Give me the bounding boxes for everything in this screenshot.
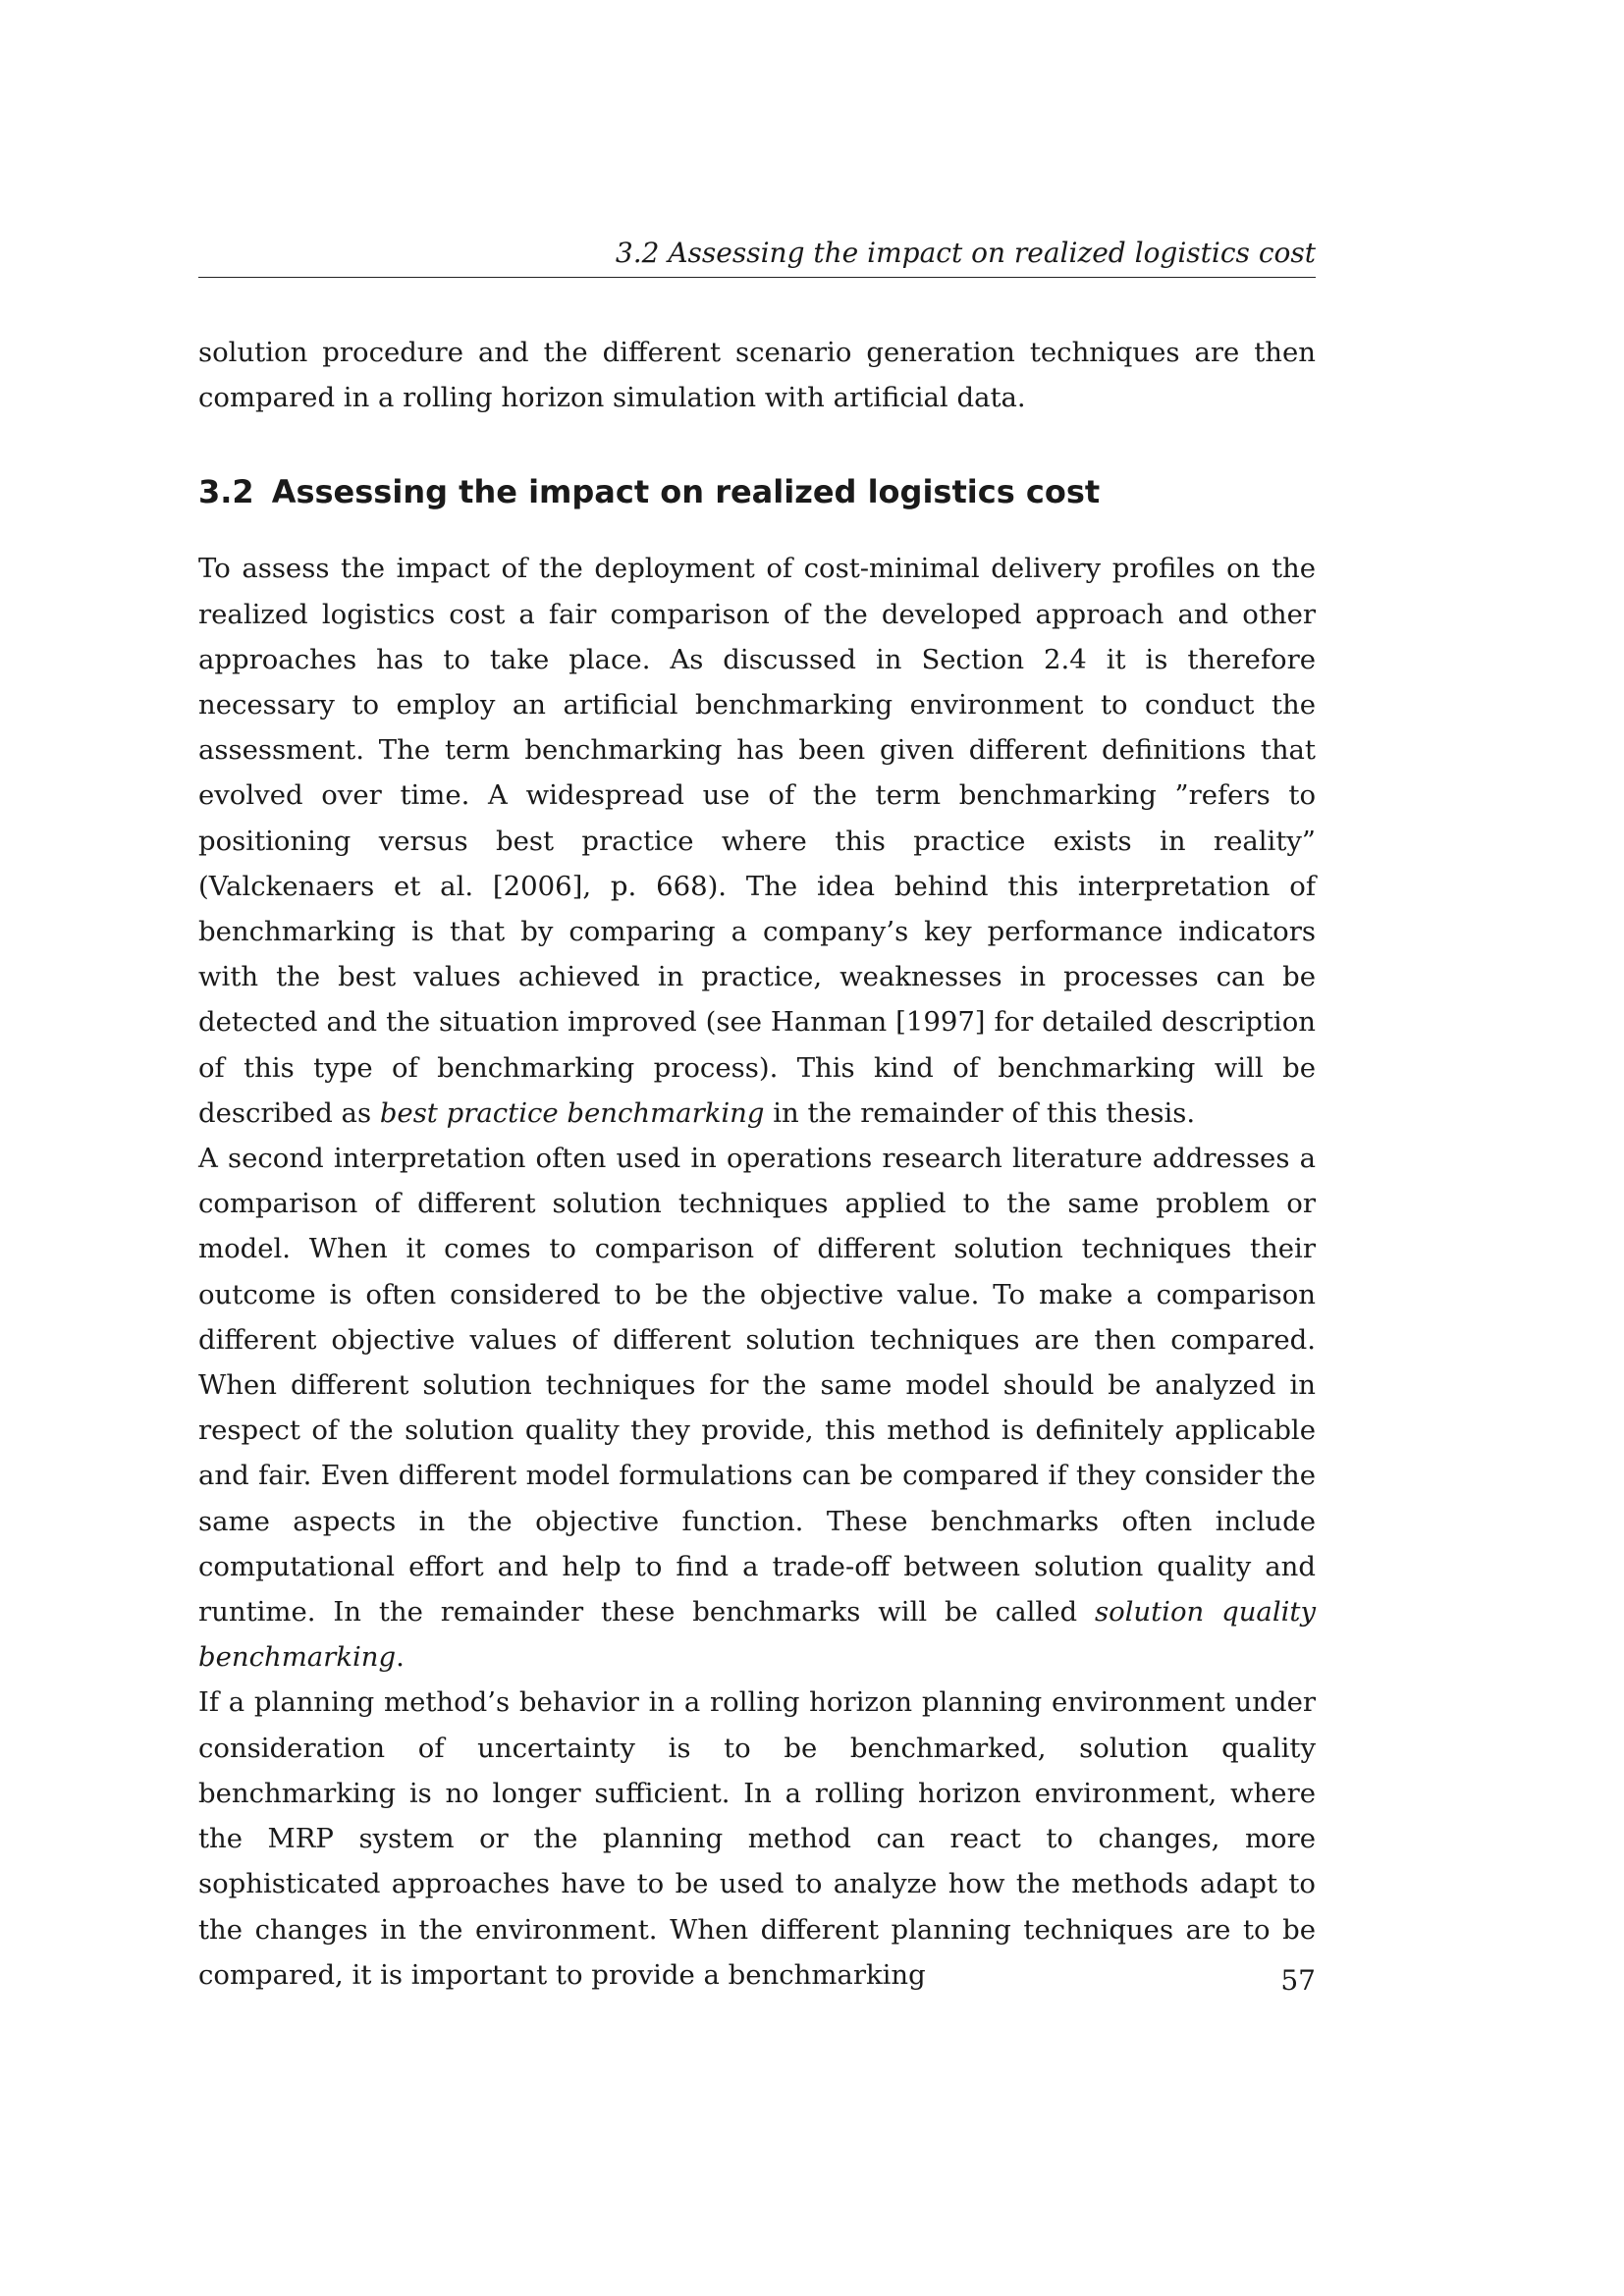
paragraph-benchmarking-definitions (198, 546, 1316, 1136)
page-number: 57 (1280, 1964, 1316, 1997)
section-title: Assessing the impact on realized logistics cost (271, 473, 1101, 511)
emphasis-solution-quality-benchmarking: solution quality benchmarking (198, 1596, 1316, 1674)
paragraph-rolling-horizon: If a planning method’s behavior in a rolling horizon planning environment under consideration of uncertainty is to be benchmarked, solution quality benchmarking is no longer sufficient. In a rolling horizon environment, where the MRP system or the planning method can react to changes, more sophisticated approaches have to be used to analyze how the methods adapt to the changes in the environment. When different planning techniques are to be compared, it is important to provide a benchmarking (198, 1686, 1316, 1991)
paragraph-text: A second interpretation often used in operations research literature addresses a comparison of different solution techniques applied to the same problem or model. When it comes to comparison of different solution techniques their outcome is often considered to be the objective value. To make a comparison different objective values of different solution techniques are then compared. When different solution techniques for the same model should be analyzed in respect of the solution quality they provide, this method is definitely applicable and fair. Even different model formulations can be compared if they consider the same aspects in the objective function. These benchmarks often include computational effort and help to find a trade-off between solution quality and runtime. In the remainder these benchmarks will be called (198, 1143, 1316, 1629)
running-header: 3.2 Assessing the impact on realized logistics cost (615, 237, 1316, 269)
section-heading (198, 469, 1316, 514)
paragraph-text: . (396, 1641, 405, 1674)
body-text (198, 330, 1316, 1998)
header-rule (198, 277, 1316, 278)
paragraph-text: To assess the impact of the deployment of cost-minimal delivery profiles on the realized logistics cost a fair comparison of the developed approach and other approaches has to take place. As discussed in Section 2.4 it is therefore necessary to employ an artificial benchmarking environment to conduct the assessment. The term benchmarking has been given different definitions that evolved over time. A widespread use of the term benchmarking ”refers to positioning versus best practice where this practice exists in reality” (Valckenaers et al. [2006], p. 668). The idea behind this interpretation of benchmarking is that by comparing a company’s key performance indicators with the best values achieved in practice, weaknesses in processes can be detected and the situation improved (see Hanman [1997] for detailed description of this type of benchmarking process). This kind of benchmarking will be described as (198, 553, 1316, 1129)
paragraph-text: in the remainder of this thesis. (764, 1096, 1196, 1129)
paragraph-solution-quality (198, 1136, 1316, 1680)
section-number: 3.2 (198, 473, 254, 511)
emphasis-best-practice-benchmarking: best practice benchmarking (379, 1096, 765, 1129)
continuation-paragraph: solution procedure and the different scenario generation techniques are then compared in a rolling horizon simulation with artificial data. (198, 337, 1316, 414)
